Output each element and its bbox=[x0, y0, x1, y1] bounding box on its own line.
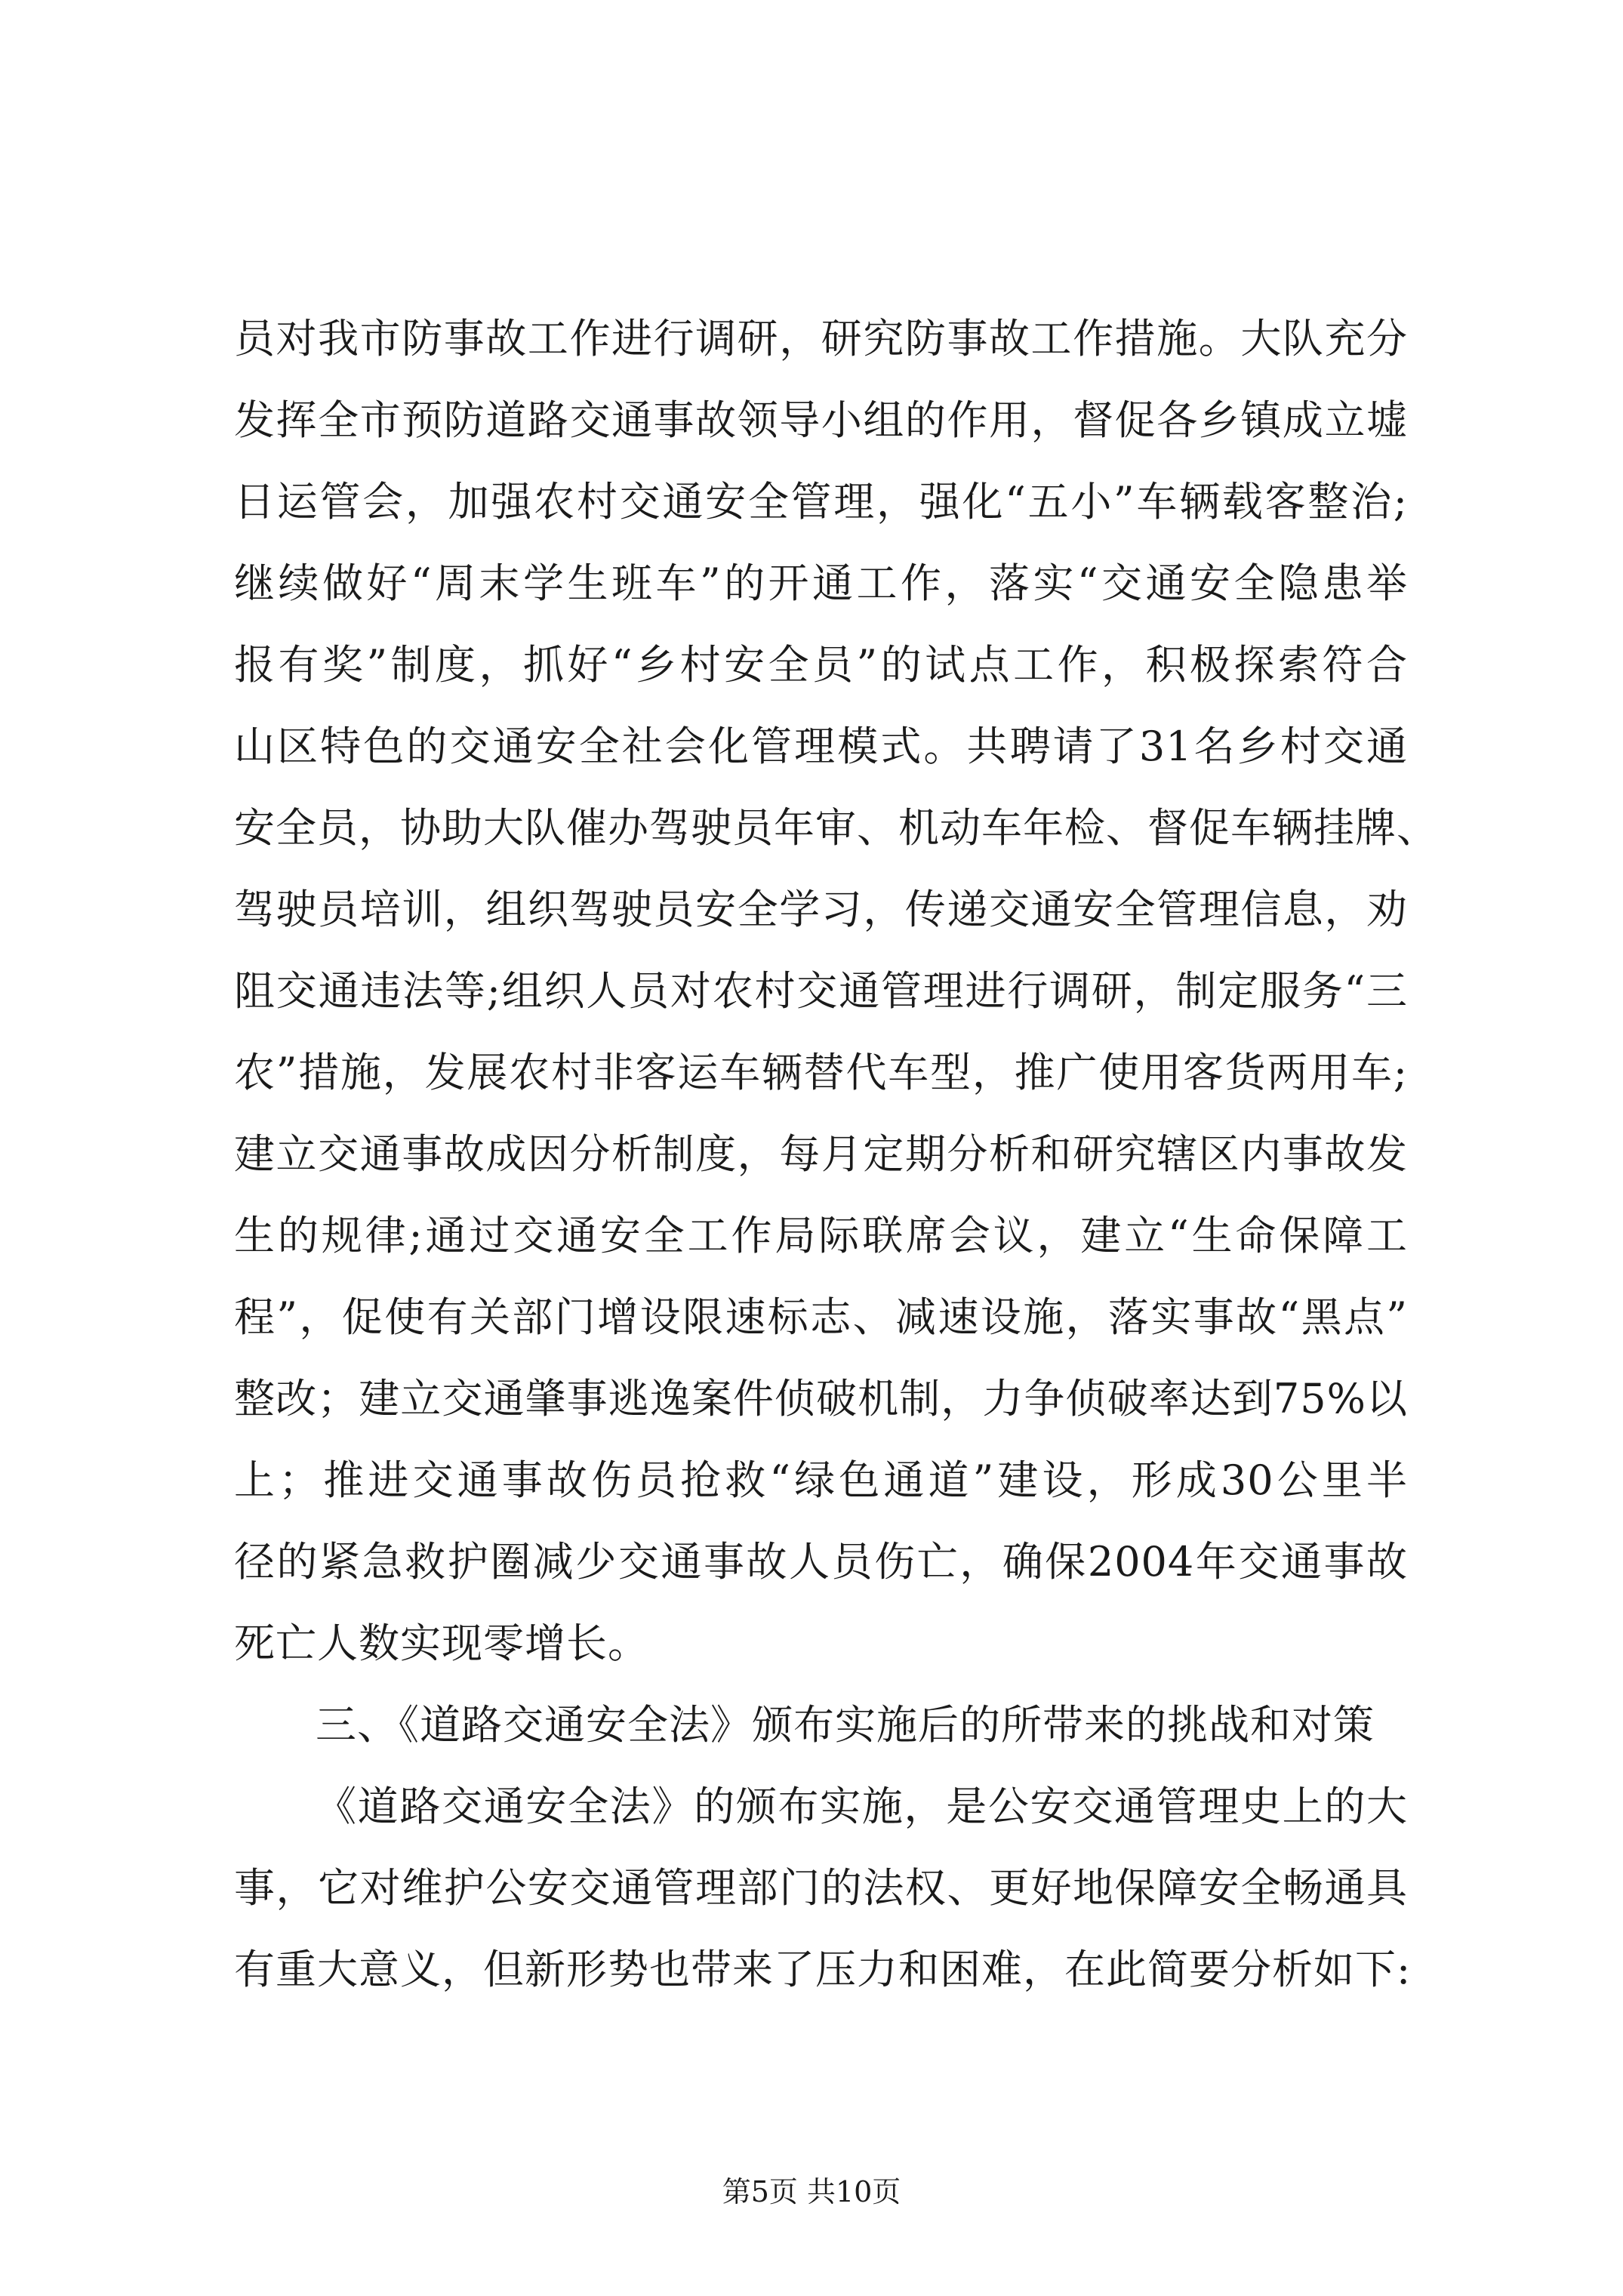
text-line: 程”，促使有关部门增设限速标志、减速设施，落实事故“黑点” bbox=[234, 1293, 1408, 1341]
text-line: 驾驶员培训，组织驾驶员安全学习，传递交通安全管理信息，劝 bbox=[234, 886, 1408, 933]
section-heading: 三、《道路交通安全法》颁布实施后的所带来的挑战和对策 bbox=[316, 1701, 1375, 1749]
text-line: 有重大意义，但新形势也带来了压力和困难，在此简要分析如下: bbox=[234, 1946, 1412, 1993]
text-line: 报有奖”制度，抓好“乡村安全员”的试点工作，积极探索符合 bbox=[234, 641, 1408, 689]
text-line: 农”措施，发展农村非客运车辆替代车型，推广使用客货两用车; bbox=[234, 1049, 1408, 1096]
page-number: 第5页 共10页 bbox=[722, 2175, 901, 2208]
text-line: 日运管会，加强农村交通安全管理，强化“五小”车辆载客整治; bbox=[234, 478, 1408, 525]
text-line: 事，它对维护公安交通管理部门的法权、更好地保障安全畅通具 bbox=[234, 1864, 1408, 1912]
text-line: 发挥全市预防道路交通事故领导小组的作用，督促各乡镇成立墟 bbox=[234, 396, 1408, 444]
text-line: 阻交通违法等;组织人员对农村交通管理进行调研，制定服务“三 bbox=[234, 967, 1408, 1015]
text-line: 员对我市防事故工作进行调研，研究防事故工作措施。大队充分 bbox=[234, 315, 1408, 362]
text-line: 整改；建立交通肇事逃逸案件侦破机制，力争侦破率达到75%以 bbox=[234, 1375, 1408, 1422]
text-line: 继续做好“周末学生班车”的开通工作，落实“交通安全隐患举 bbox=[234, 559, 1408, 607]
text-line: 生的规律;通过交通安全工作局际联席会议，建立“生命保障工 bbox=[234, 1212, 1408, 1259]
text-line: 建立交通事故成因分析制度，每月定期分析和研究辖区内事故发 bbox=[234, 1130, 1408, 1178]
text-line: 山区特色的交通安全社会化管理模式。共聘请了31名乡村交通 bbox=[234, 723, 1408, 770]
text-line: 径的紧急救护圈减少交通事故人员伤亡，确保2004年交通事故 bbox=[234, 1538, 1408, 1586]
text-line: 上；推进交通事故伤员抢救“绿色通道”建设，形成30公里半 bbox=[234, 1456, 1408, 1504]
text-line: 死亡人数实现零增长。 bbox=[234, 1620, 649, 1667]
body-text bbox=[234, 298, 1438, 2011]
text-line: 安全员，协助大队催办驾驶员年审、机动车年检、督促车辆挂牌、 bbox=[234, 804, 1438, 852]
text-line: 《道路交通安全法》的颁布实施，是公安交通管理史上的大 bbox=[316, 1783, 1408, 1830]
